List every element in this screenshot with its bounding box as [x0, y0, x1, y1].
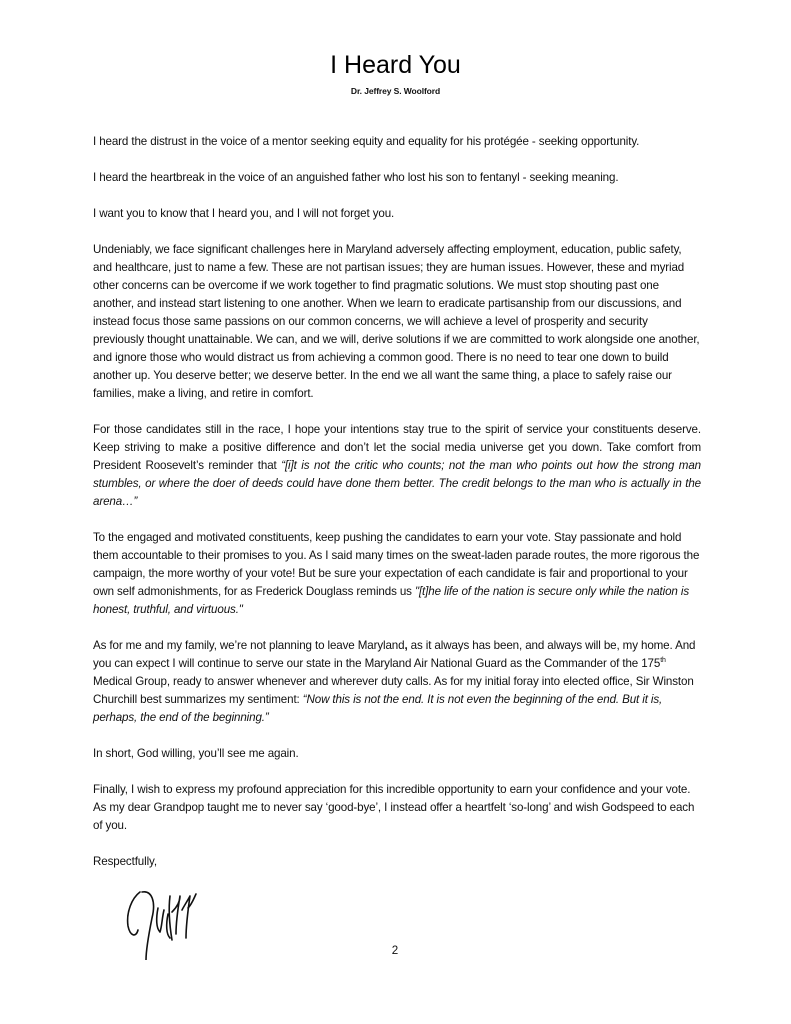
handwritten-signature-icon	[122, 888, 207, 960]
paragraph-7-comma: ,	[404, 639, 408, 652]
roosevelt-quote: “[i]t is not the critic who counts; not the man who points out how the strong man stumbles, or where the doer of deeds could have done them better. The credit belongs to the man who is actually in the arena…”	[93, 459, 701, 508]
page-number: 2	[391, 944, 399, 957]
churchill-quote: “Now this is not the end. It is not even the beginning of the end. But it is, perhaps, the end of the beginning.”	[93, 693, 663, 724]
closing-line: Respectfully,	[93, 855, 157, 868]
paragraph-7	[93, 637, 701, 727]
paragraph-3: I want you to know that I heard you, and I will not forget you.	[93, 207, 395, 220]
paragraph-5	[93, 421, 701, 511]
paragraph-8: In short, God willing, you’ll see me again.	[93, 747, 299, 760]
douglass-quote: "[t]he life of the nation is secure only while the nation is honest, truthful, and virtuous."	[93, 585, 689, 616]
paragraph-6	[93, 529, 701, 619]
paragraph-1: I heard the distrust in the voice of a mentor seeking equity and equality for his protégée - seeking opportunity.	[93, 135, 640, 148]
paragraph-5-text: For those candidates still in the race, I hope your intentions stay true to the spirit of service your constituents deserve. Keep striving to make a positive difference and don’t let the social media universe get you down. Take comfort from President Roosevelt’s reminder that	[93, 423, 701, 472]
letter-body	[93, 133, 701, 889]
paragraph-7-text-c: Medical Group, ready to answer whenever and wherever duty calls. As for my initial foray into elected office, Sir Winston Churchill best summarizes my sentiment:	[93, 675, 694, 706]
ordinal-superscript: th	[660, 657, 666, 664]
page-title: I Heard You	[330, 51, 461, 79]
paragraph-6-text: To the engaged and motivated constituents, keep pushing the candidates to earn your vote. Stay passionate and hold them accountable to their promises to you. As I said many times on the sweat-laden parade routes, the more rigorous the campaign, the more worthy of your vote! But be sure your expectation of each candidate is fair and proportional to your own self admonishments, for as Frederick Douglass reminds us	[93, 531, 700, 598]
paragraph-7-text-b: as it always has been, and always will be, my home. And you can expect I will continue to serve our state in the Maryland Air National Guard as the Commander of the 175	[93, 639, 696, 670]
paragraph-2: I heard the heartbreak in the voice of an anguished father who lost his son to fentanyl - seeking meaning.	[93, 171, 619, 184]
author-byline: Dr. Jeffrey S. Woolford	[350, 86, 441, 96]
paragraph-4: Undeniably, we face significant challenges here in Maryland adversely affecting employment, education, public safety, and healthcare, just to name a few. These are not partisan issues; they are human issues. However, these and myriad other concerns can be overcome if we work together to find pragmatic solutions. We must stop shouting past one another, and instead start listening to one another. When we learn to eradicate partisanship from our discussions, and instead focus those same passions on our common concerns, we will achieve a level of prosperity and security previously thought unattainable. We can, and we will, derive solutions if we are committed to work alongside one another, and ignore those who would distract us from achieving a common good. There is no need to tear one down to build another up. You deserve better; we deserve better. In the end we all want the same thing, a place to safely raise our families, make a living, and retire in comfort.	[93, 243, 700, 400]
paragraph-9: Finally, I wish to express my profound appreciation for this incredible opportunity to earn your confidence and your vote. As my dear Grandpop taught me to never say ‘good-bye’, I instead offer a heartfelt ‘so-long’ and wish Godspeed to each of you.	[93, 783, 695, 832]
paragraph-7-text-a: As for me and my family, we’re not planning to leave Maryland	[93, 639, 405, 652]
